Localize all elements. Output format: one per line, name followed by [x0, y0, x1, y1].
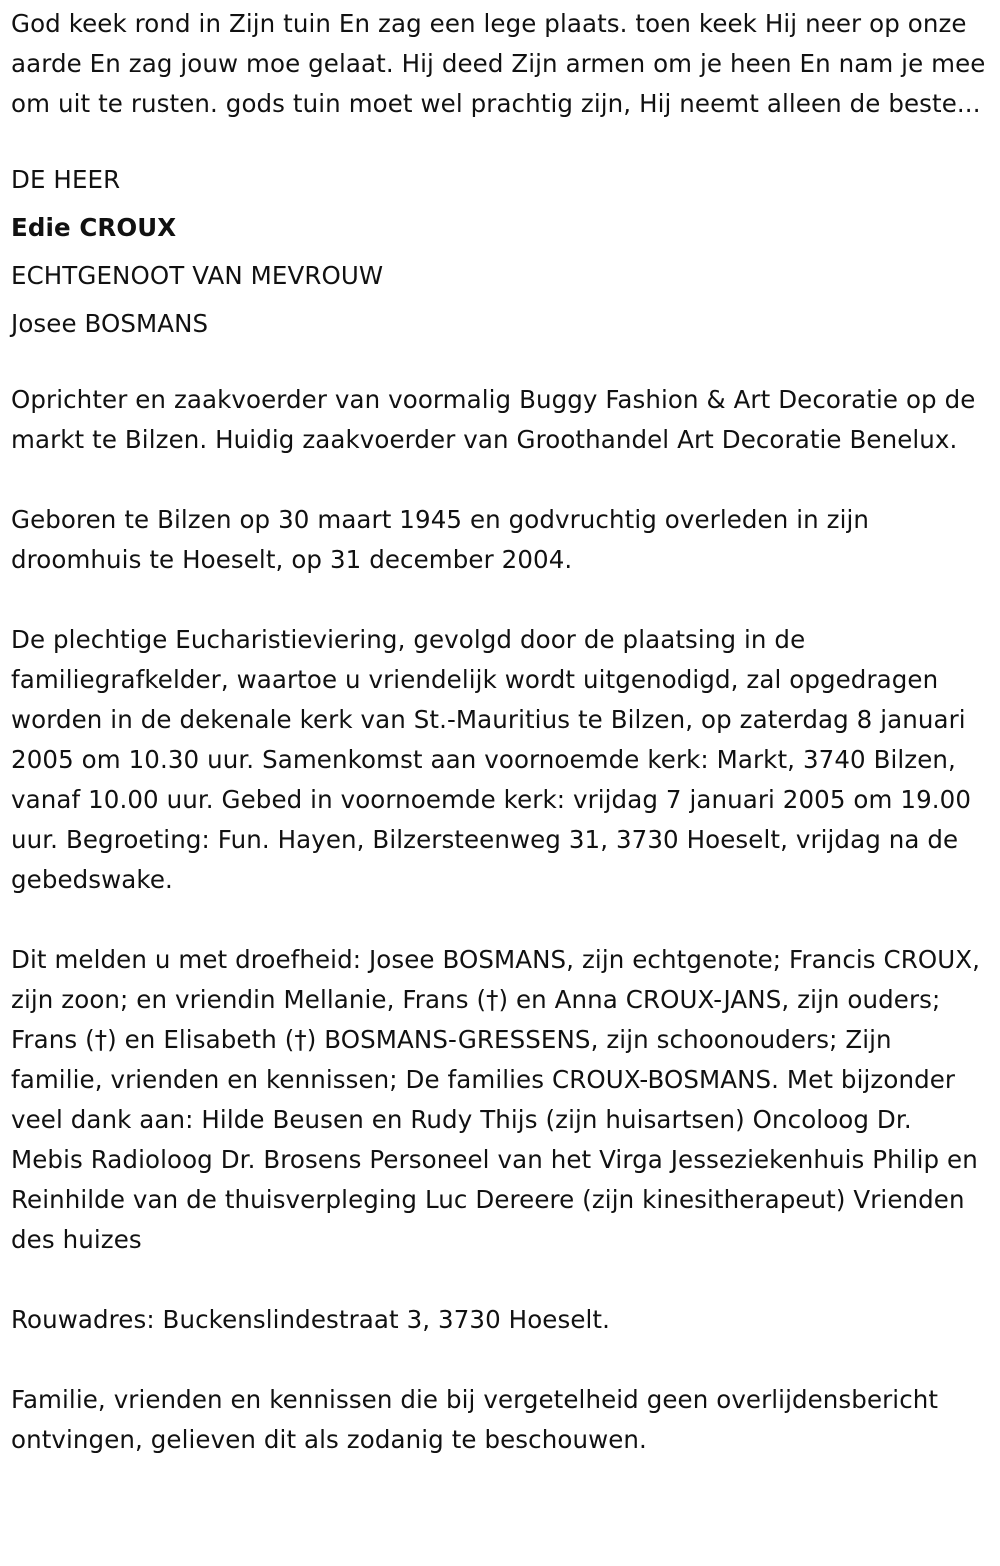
deceased-block [11, 156, 990, 348]
ceremony-paragraph: De plechtige Eucharistieviering, gevolgd door de plaatsing in de familiegrafkelder, waartoe u vriendelijk wordt uitgenodigd, zal opgedragen worden in de dekenale kerk van St.-Mauritius te Bilzen, op zaterdag 8 januari 2005 om 10.30 uur. Samenkomst aan voornoemde kerk: Markt, 3740 Bilzen, vanaf 10.00 uur. Gebed in voornoemde kerk: vrijdag 7 januari 2005 om 19.00 uur. Begroeting: Fun. Hayen, Bilzersteenweg 31, 3730 Hoeselt, vrijdag na de gebedswake. [11, 625, 972, 894]
deceased-title: DE HEER [11, 165, 121, 194]
deceased-name: Edie CROUX [11, 213, 177, 242]
spouse-name: Josee BOSMANS [11, 309, 209, 338]
deceased-relation: ECHTGENOOT VAN MEVROUW [11, 261, 384, 290]
announcement-paragraph: Dit melden u met droefheid: Josee BOSMANS, zijn echtgenote; Francis CROUX, zijn zoon; en vriendin Mellanie, Frans (†) en Anna CROUX-JANS, zijn ouders; Frans (†) en Elisabeth (†) BOSMANS-GRESSENS, zijn schoonouders; Zijn familie, vrienden en kennissen; De families CROUX-BOSMANS. Met bijzonder veel dank aan: Hilde Beusen en Rudy Thijs (zijn huisartsen) Oncoloog Dr. Mebis Radioloog Dr. Brosens Personeel van het Virga Jesseziekenhuis Philip en Reinhilde van de thuisverpleging Luc Dereere (zijn kinesitherapeut) Vrienden des huizes [11, 945, 981, 1254]
closing-paragraph: Familie, vrienden en kennissen die bij vergetelheid geen overlijdensbericht ontvingen, gelieven dit als zodanig te beschouwen. [11, 1385, 939, 1454]
birth-death-paragraph: Geboren te Bilzen op 30 maart 1945 en godvruchtig overleden in zijn droomhuis te Hoeselt, op 31 december 2004. [11, 505, 870, 574]
career-paragraph: Oprichter en zaakvoerder van voormalig Buggy Fashion & Art Decoratie op de markt te Bilzen. Huidig zaakvoerder van Groothandel Art Decoratie Benelux. [11, 385, 976, 454]
poem-text: God keek rond in Zijn tuin En zag een lege plaats. toen keek Hij neer op onze aarde En zag jouw moe gelaat. Hij deed Zijn armen om je heen En nam je mee om uit te rusten. gods tuin moet wel prachtig zijn, Hij neemt alleen de beste... [11, 9, 986, 118]
mourning-address: Rouwadres: Buckenslindestraat 3, 3730 Hoeselt. [11, 1305, 610, 1334]
